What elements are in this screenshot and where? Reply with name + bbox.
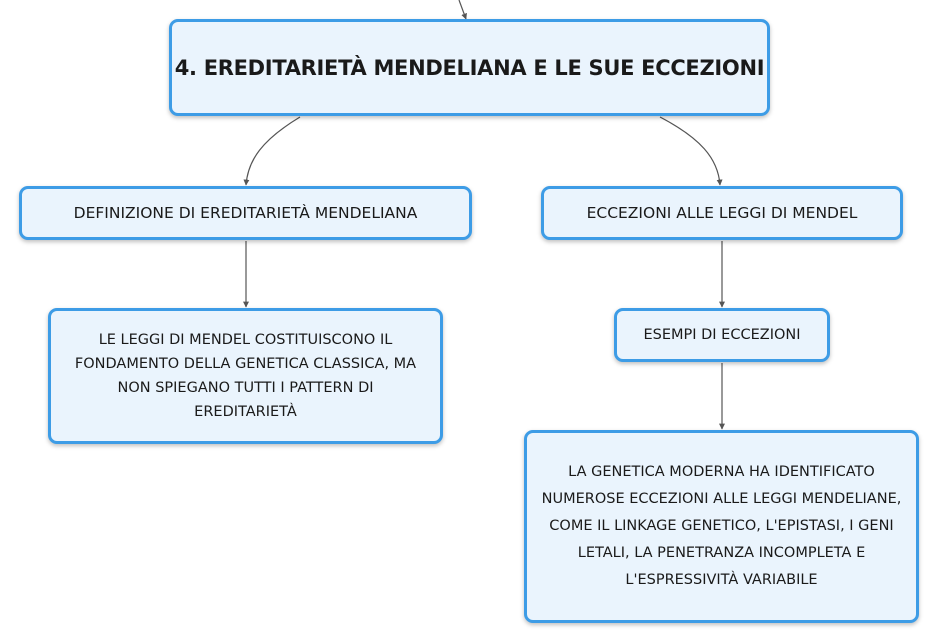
branch-node-exceptions[interactable]: [541, 186, 903, 240]
branch-definition-label: DEFINIZIONE DI EREDITARIETÀ MENDELIANA: [73, 204, 418, 222]
connector-parent-to-root: [459, 0, 466, 19]
definition-detail-label: LE LEGGI DI MENDEL COSTITUISCONO IL FONDAMENTO DELLA GENETICA CLASSICA, MA NON SPIEGANO TUTTI I PATTERN DI EREDITARIETÀ: [74, 332, 417, 420]
branch-exceptions-label: ECCEZIONI ALLE LEGGI DI MENDEL: [586, 204, 858, 222]
connector-root-to-exceptions: [660, 117, 720, 185]
exceptions-detail-label: LA GENETICA MODERNA HA IDENTIFICATO NUMEROSE ECCEZIONI ALLE LEGGI MENDELIANE, COME IL LINKAGE GENETICO, L'EPISTASI, I GENI LETALI, LA PENETRANZA INCOMPLETA E L'ESPRESSIVITÀ VARIABILE: [541, 464, 902, 588]
root-topic-label: 4. EREDITARIETÀ MENDELIANA E LE SUE ECCEZIONI: [174, 55, 765, 80]
connector-root-to-definition: [246, 117, 300, 185]
examples-node[interactable]: [614, 308, 830, 362]
definition-detail-node[interactable]: [48, 308, 443, 444]
examples-label: ESEMPI DI ECCEZIONI: [643, 327, 801, 343]
root-topic-node[interactable]: [169, 19, 770, 116]
exceptions-detail-node[interactable]: [524, 430, 919, 623]
branch-node-definition[interactable]: [19, 186, 472, 240]
